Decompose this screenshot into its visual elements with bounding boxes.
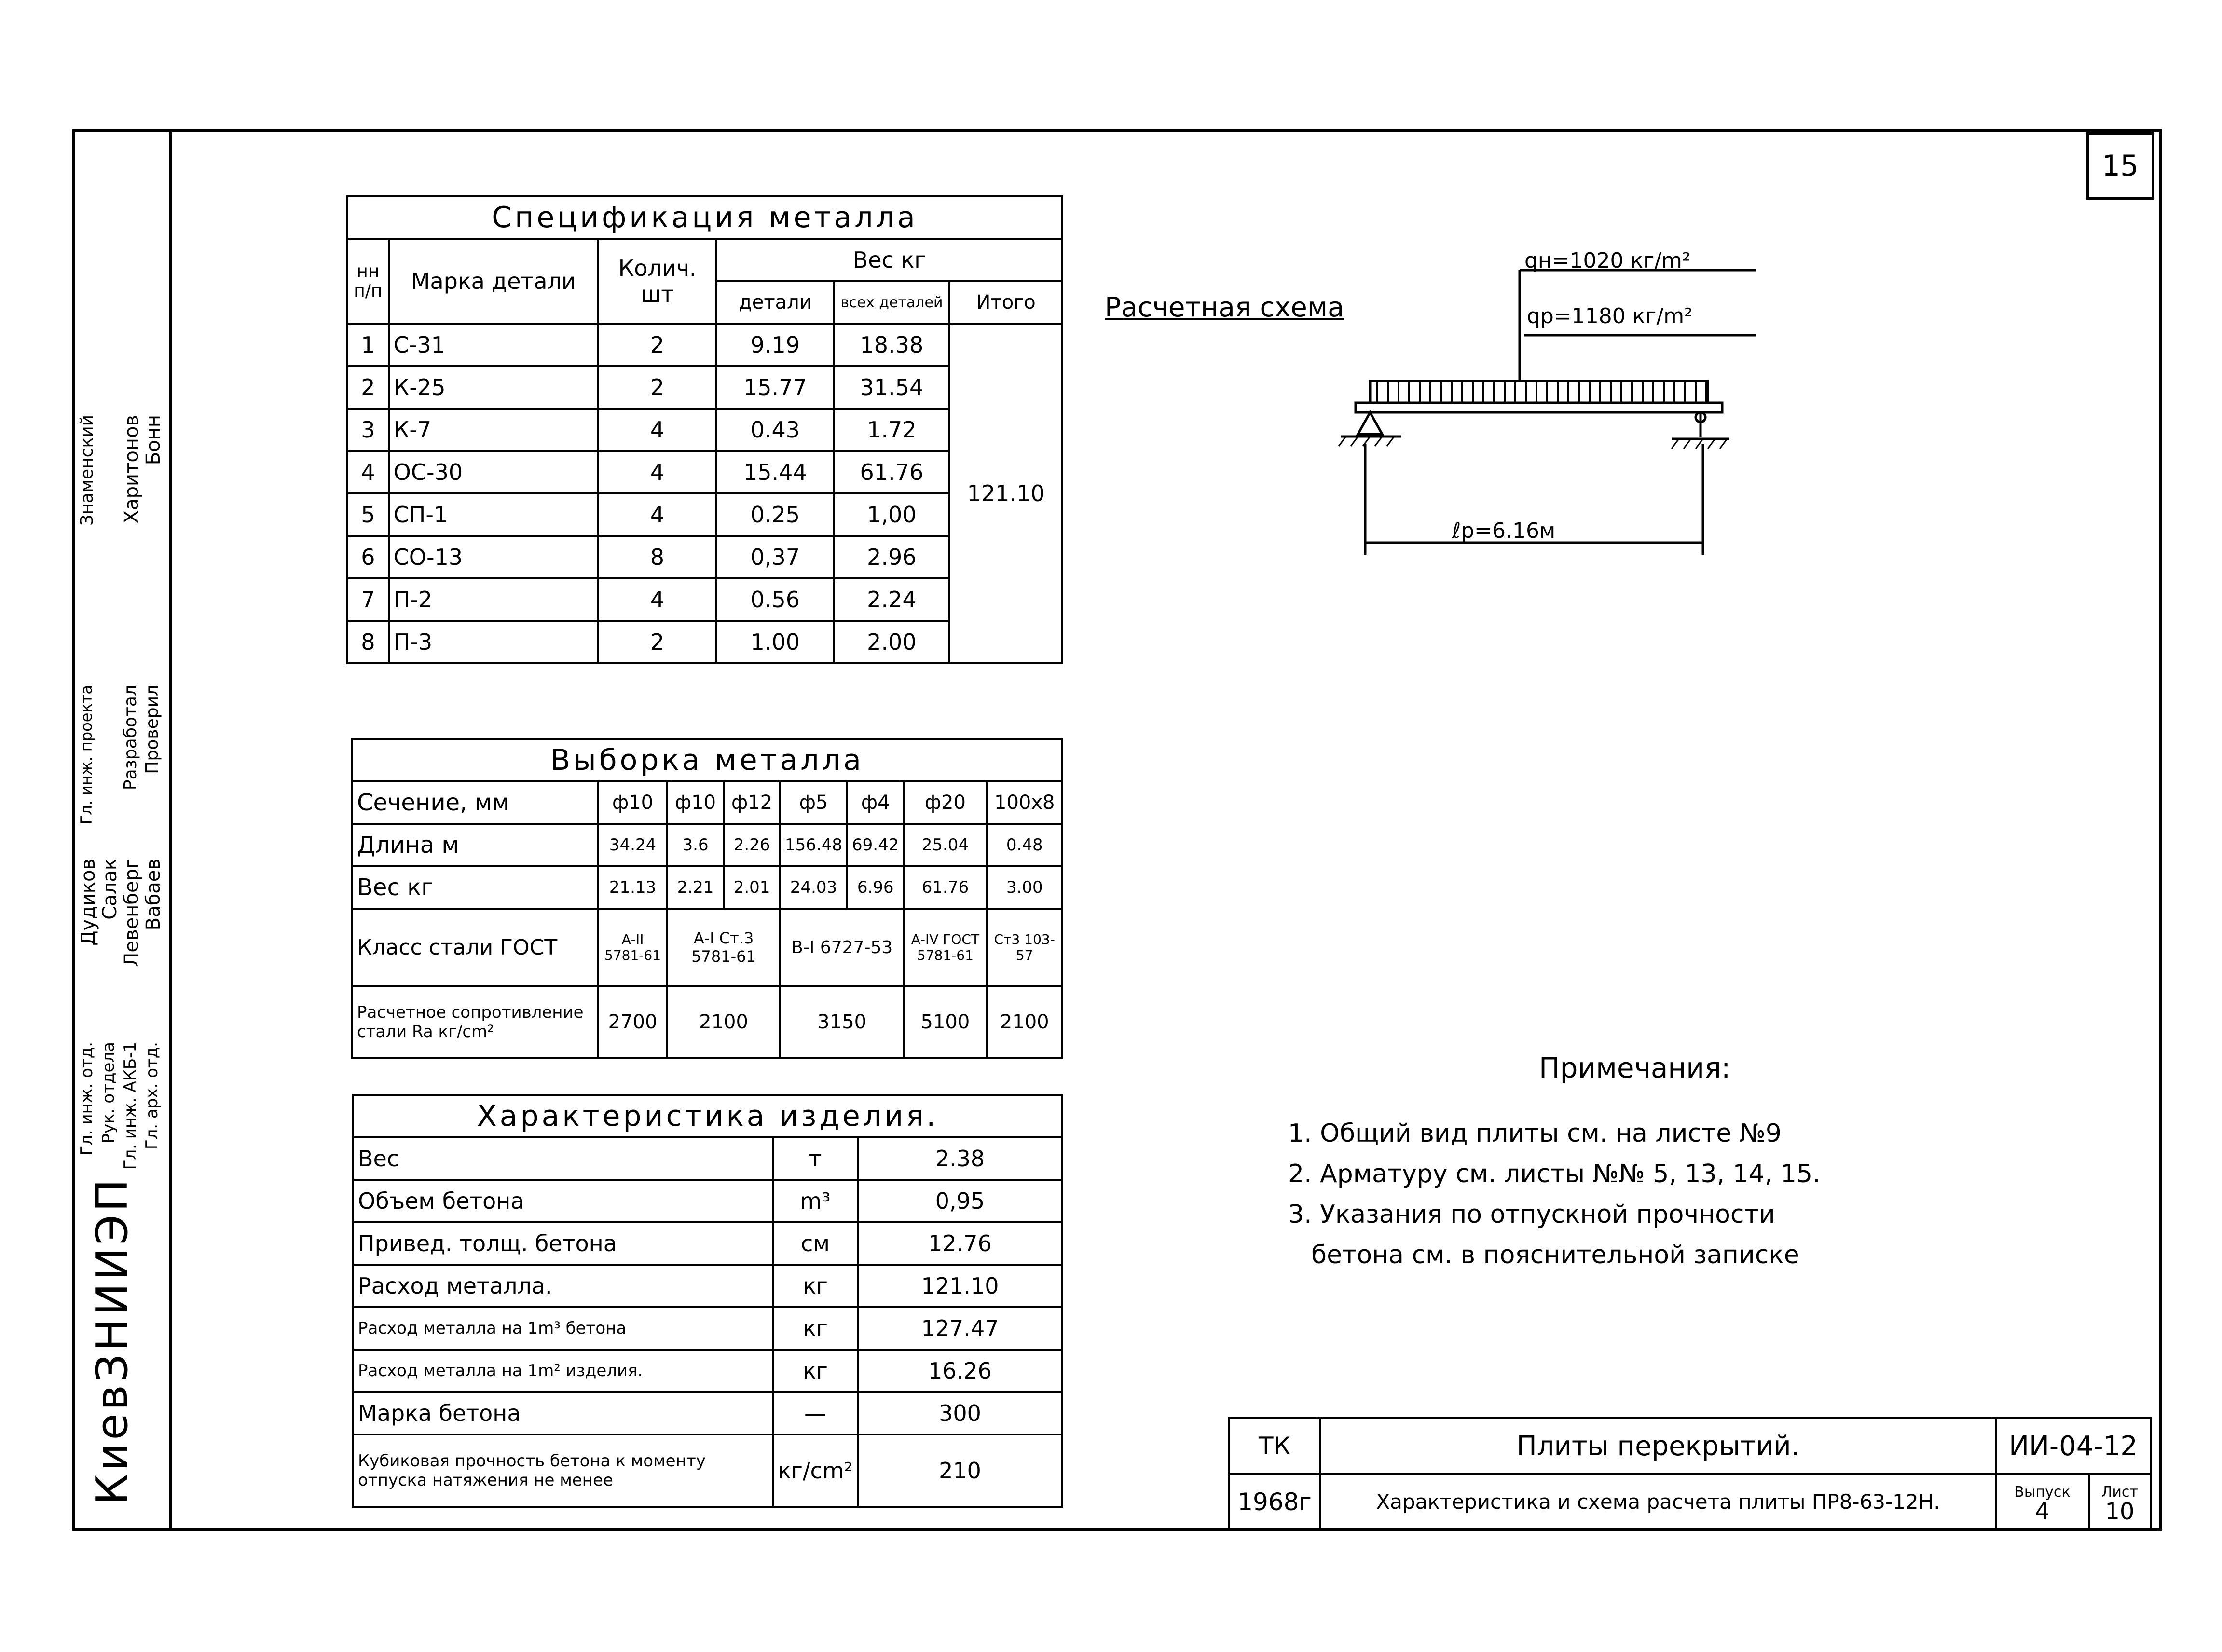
spec-cell-all: 1.72 xyxy=(834,409,950,451)
spec-cell-all: 61.76 xyxy=(834,451,950,493)
spec-cell-qty: 2 xyxy=(598,621,716,663)
char-label: Марка бетона xyxy=(353,1392,773,1434)
spec-cell-detail: 1.00 xyxy=(716,621,834,663)
char-label: Расход металла на 1m² изделия. xyxy=(353,1350,773,1392)
spec-h-weight: Вес кг xyxy=(716,239,1062,281)
char-unit: т xyxy=(773,1137,858,1180)
spec-cell-num: 3 xyxy=(347,409,389,451)
spec-cell-qty: 4 xyxy=(598,451,716,493)
spec-cell-all: 2.96 xyxy=(834,536,950,578)
vyb-section-3: ф12 xyxy=(724,781,780,824)
vyb-resist-1: 2700 xyxy=(598,986,667,1058)
table-row xyxy=(353,1180,1062,1222)
vyb-class-1: А-II 5781-61 xyxy=(598,909,667,986)
char-value: 121.10 xyxy=(858,1265,1062,1307)
side-name-4: Дудиков xyxy=(77,859,99,946)
spec-cell-detail: 0.43 xyxy=(716,409,834,451)
spec-cell-detail: 0.25 xyxy=(716,493,834,536)
spec-cell-qty: 2 xyxy=(598,366,716,409)
vyb-class-4: А-IV ГОСТ 5781-61 xyxy=(904,909,987,986)
vyb-weight-7: 3.00 xyxy=(987,866,1062,909)
char-value: 300 xyxy=(858,1392,1062,1434)
vyb-weight-1: 21.13 xyxy=(598,866,667,909)
vyb-label-length: Длина м xyxy=(352,824,598,866)
spec-cell-qty: 4 xyxy=(598,578,716,621)
vyb-section-5: ф4 xyxy=(847,781,904,824)
spec-h-total: Итого xyxy=(949,281,1062,324)
spec-cell-num: 5 xyxy=(347,493,389,536)
characteristics-table xyxy=(352,1094,1063,1508)
stamp-list: 10 xyxy=(2105,1498,2135,1525)
char-label: Вес xyxy=(353,1137,773,1180)
char-title: Характеристика изделия. xyxy=(353,1095,1062,1137)
char-value: 2.38 xyxy=(858,1137,1062,1180)
spec-cell-num: 6 xyxy=(347,536,389,578)
spec-cell-detail: 0,37 xyxy=(716,536,834,578)
vyb-length-1: 34.24 xyxy=(598,824,667,866)
spec-cell-qty: 2 xyxy=(598,324,716,366)
vyb-class-5: Ст3 103-57 xyxy=(987,909,1062,986)
stamp-code: ИИ-04-12 xyxy=(1996,1418,2151,1474)
side-name2-1: Бонн xyxy=(142,415,165,465)
vyb-section-4: ф5 xyxy=(780,781,847,824)
side-name2-3: Знаменский xyxy=(77,415,97,526)
stamp-vypusk: 4 xyxy=(2035,1498,2050,1525)
table-row xyxy=(353,1137,1062,1180)
side-role-1: Гл. инж. отд. xyxy=(77,1042,96,1156)
note-3: 3. Указания по отпускной прочности xyxy=(1288,1200,1775,1229)
vyb-weight-2: 2.21 xyxy=(667,866,724,909)
spec-cell-detail: 15.77 xyxy=(716,366,834,409)
spec-cell-mark: К-7 xyxy=(389,409,598,451)
vyb-length-3: 2.26 xyxy=(724,824,780,866)
title-stamp xyxy=(1228,1417,2152,1531)
vyb-weight-3: 2.01 xyxy=(724,866,780,909)
vyb-resist-2: 2100 xyxy=(667,986,780,1058)
notes-title: Примечания: xyxy=(1539,1051,1731,1084)
vyb-section-1: ф10 xyxy=(598,781,667,824)
vyb-section-2: ф10 xyxy=(667,781,724,824)
spec-cell-mark: П-3 xyxy=(389,621,598,663)
vyb-resist-5: 2100 xyxy=(987,986,1062,1058)
vyb-section-7: 100x8 xyxy=(987,781,1062,824)
side-signatures xyxy=(72,415,169,1211)
spec-cell-qty: 8 xyxy=(598,536,716,578)
vyb-weight-5: 6.96 xyxy=(847,866,904,909)
table-row xyxy=(353,1434,1062,1507)
vyb-label-section: Сечение, мм xyxy=(352,781,598,824)
scheme-title: Расчетная схема xyxy=(1105,292,1344,323)
stamp-tk: ТК xyxy=(1229,1418,1320,1474)
spec-cell-mark: ОС-30 xyxy=(389,451,598,493)
char-value: 12.76 xyxy=(858,1222,1062,1265)
side-name-3: Салак xyxy=(99,859,121,920)
spec-cell-num: 2 xyxy=(347,366,389,409)
char-unit: m³ xyxy=(773,1180,858,1222)
vyborka-title: Выборка металла xyxy=(352,739,1062,781)
side-role2-2: Разработал xyxy=(121,685,140,791)
char-value: 16.26 xyxy=(858,1350,1062,1392)
side-role2-1: Проверил xyxy=(142,685,162,774)
side-role-4: Гл. арх. отд. xyxy=(142,1042,162,1150)
spec-cell-all: 31.54 xyxy=(834,366,950,409)
spec-cell-detail: 9.19 xyxy=(716,324,834,366)
spec-cell-qty: 4 xyxy=(598,409,716,451)
vyb-length-2: 3.6 xyxy=(667,824,724,866)
table-row xyxy=(347,324,1062,366)
side-role2-3: Гл. инж. проекта xyxy=(77,685,96,825)
char-label: Привед. толщ. бетона xyxy=(353,1222,773,1265)
spec-cell-mark: СП-1 xyxy=(389,493,598,536)
spec-h-num: нн п/п xyxy=(347,239,389,324)
char-unit: — xyxy=(773,1392,858,1434)
spec-cell-num: 4 xyxy=(347,451,389,493)
stamp-list-label: Лист xyxy=(2101,1484,2138,1501)
spec-cell-num: 7 xyxy=(347,578,389,621)
spec-cell-all: 1,00 xyxy=(834,493,950,536)
char-unit: см xyxy=(773,1222,858,1265)
vyb-label-resist: Расчетное сопротивление стали Ra кг/cm² xyxy=(352,986,598,1058)
spec-cell-num: 8 xyxy=(347,621,389,663)
char-unit: кг xyxy=(773,1350,858,1392)
vyb-weight-4: 24.03 xyxy=(780,866,847,909)
scheme-qn: qн=1020 кг/m² xyxy=(1524,248,1691,273)
spec-total: 121.10 xyxy=(949,324,1062,663)
side-role-3: Гл. инж. АКБ-1 xyxy=(121,1042,140,1170)
char-label: Объем бетона xyxy=(353,1180,773,1222)
spec-cell-mark: К-25 xyxy=(389,366,598,409)
spec-h-mark: Марка детали xyxy=(389,239,598,324)
table-row xyxy=(353,1392,1062,1434)
spec-cell-all: 18.38 xyxy=(834,324,950,366)
org-name: КиевЗНИИЭП xyxy=(87,1176,137,1505)
vyborka-table xyxy=(351,738,1063,1059)
side-name-1: Вабаев xyxy=(142,859,165,931)
stamp-title1: Плиты перекрытий. xyxy=(1320,1418,1996,1474)
stamp-year: 1968г xyxy=(1229,1474,1320,1530)
note-4: бетона см. в пояснительной записке xyxy=(1311,1241,1799,1270)
notes-list xyxy=(1288,1119,1821,1281)
char-value: 127.47 xyxy=(858,1307,1062,1350)
stamp-title2: Характеристика и схема расчета плиты ПР8-63-12Н. xyxy=(1320,1474,1996,1530)
vyb-resist-4: 5100 xyxy=(904,986,987,1058)
vyb-length-4: 156.48 xyxy=(780,824,847,866)
spec-cell-detail: 15.44 xyxy=(716,451,834,493)
vyb-class-2: А-I Ст.3 5781-61 xyxy=(667,909,780,986)
spec-cell-num: 1 xyxy=(347,324,389,366)
spec-cell-mark: С-31 xyxy=(389,324,598,366)
spec-title: Спецификация металла xyxy=(347,196,1062,239)
vyb-label-weight: Вес кг xyxy=(352,866,598,909)
table-row xyxy=(353,1222,1062,1265)
char-label: Расход металла. xyxy=(353,1265,773,1307)
vyb-weight-6: 61.76 xyxy=(904,866,987,909)
spec-cell-all: 2.00 xyxy=(834,621,950,663)
note-2: 2. Арматуру см. листы №№ 5, 13, 14, 15. xyxy=(1288,1160,1821,1188)
spec-table xyxy=(346,195,1063,664)
spec-cell-all: 2.24 xyxy=(834,578,950,621)
table-row xyxy=(353,1265,1062,1307)
vyb-length-5: 69.42 xyxy=(847,824,904,866)
table-row xyxy=(353,1350,1062,1392)
vyb-section-6: ф20 xyxy=(904,781,987,824)
spec-cell-mark: СО-13 xyxy=(389,536,598,578)
scheme-qp: qр=1180 кг/m² xyxy=(1527,304,1693,328)
char-value: 210 xyxy=(858,1434,1062,1507)
vyb-length-7: 0.48 xyxy=(987,824,1062,866)
side-role-2: Рук. отдела xyxy=(99,1042,118,1144)
char-unit: кг/cm² xyxy=(773,1434,858,1507)
side-name2-2: Харитонов xyxy=(121,415,143,524)
spec-cell-qty: 4 xyxy=(598,493,716,536)
char-label: Кубиковая прочность бетона к моменту отпуска натяжения не менее xyxy=(353,1434,773,1507)
spec-h-all: всех деталей xyxy=(834,281,950,324)
char-label: Расход металла на 1m³ бетона xyxy=(353,1307,773,1350)
vyb-length-6: 25.04 xyxy=(904,824,987,866)
vyb-label-class: Класс стали ГОСТ xyxy=(352,909,598,986)
side-name-2: Левенберг xyxy=(121,859,143,967)
scheme-span: ℓр=6.16м xyxy=(1452,519,1556,543)
vyb-resist-3: 3150 xyxy=(780,986,904,1058)
note-1: 1. Общий вид плиты см. на листе №9 xyxy=(1288,1119,1782,1148)
char-value: 0,95 xyxy=(858,1180,1062,1222)
spec-h-detail: детали xyxy=(716,281,834,324)
char-unit: кг xyxy=(773,1265,858,1307)
spec-cell-mark: П-2 xyxy=(389,578,598,621)
page-number: 15 xyxy=(2086,132,2154,200)
spec-h-qty: Колич. шт xyxy=(598,239,716,324)
stamp-vypusk-label: Выпуск xyxy=(2014,1484,2071,1501)
spec-cell-detail: 0.56 xyxy=(716,578,834,621)
vyb-class-3: В-I 6727-53 xyxy=(780,909,904,986)
char-unit: кг xyxy=(773,1307,858,1350)
table-row xyxy=(353,1307,1062,1350)
